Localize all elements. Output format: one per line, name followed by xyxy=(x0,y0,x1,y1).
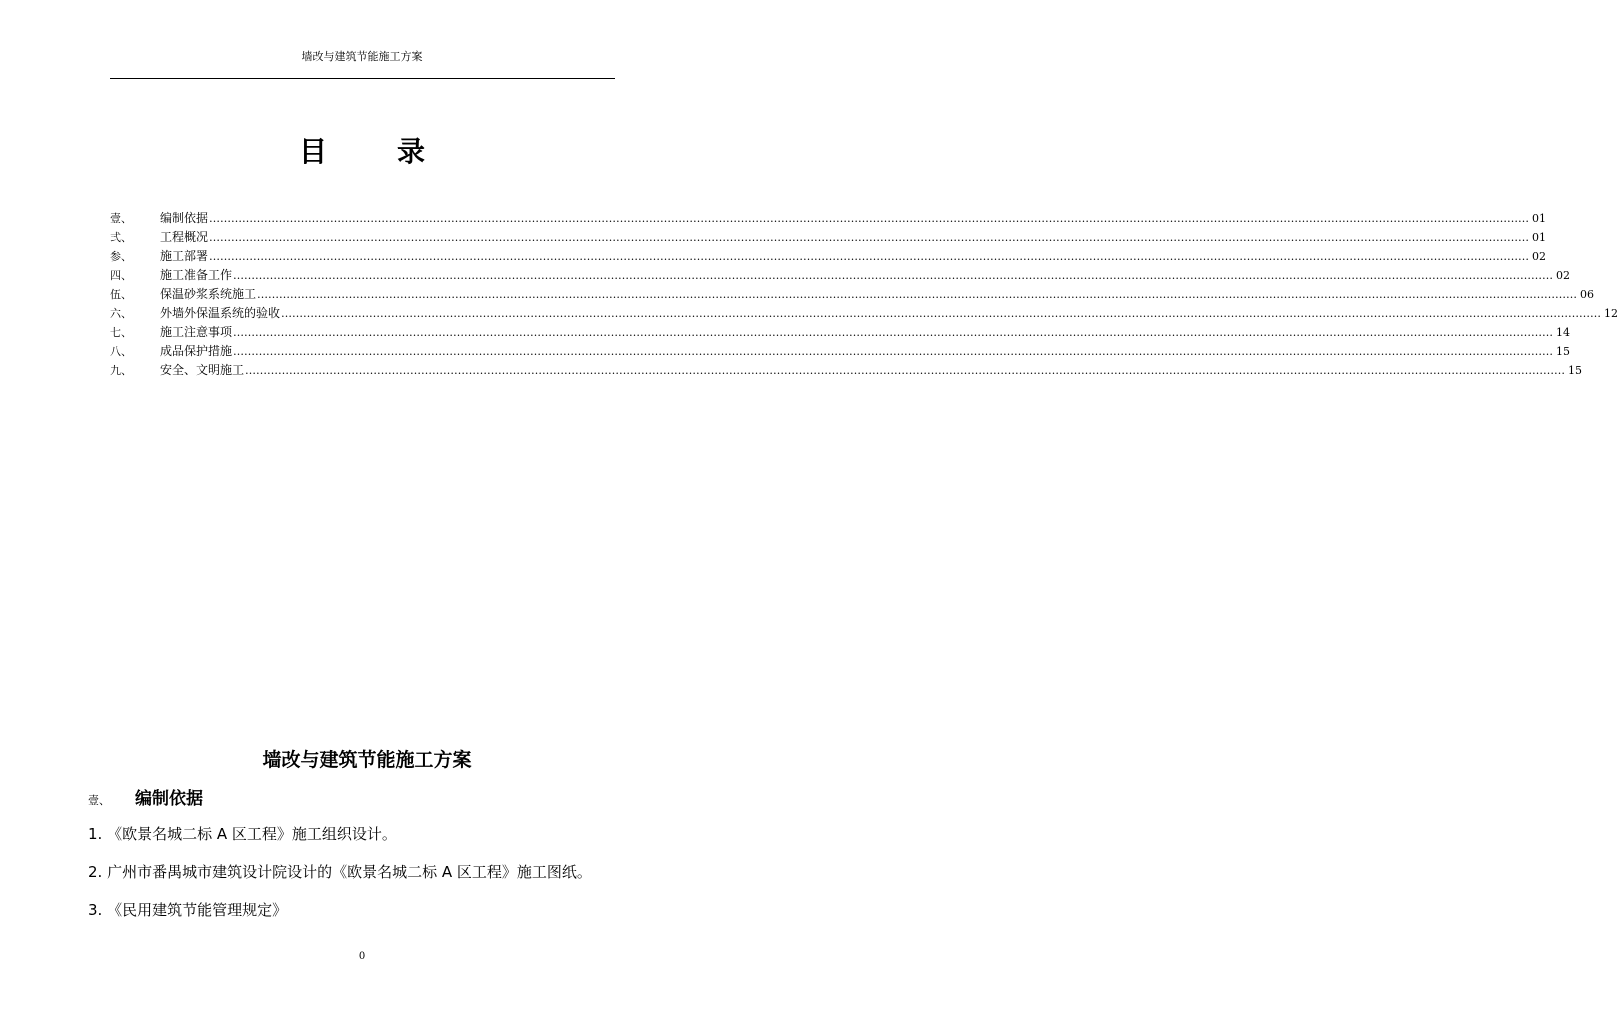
toc-entry-label: 施工部署 xyxy=(160,249,209,263)
document-title: 墙改与建筑节能施工方案 xyxy=(262,749,472,771)
toc-entry-page: 02 xyxy=(1532,250,1547,263)
toc-title-left: 目 xyxy=(298,135,327,168)
toc-entry-number: 壹、 xyxy=(110,212,132,225)
toc-entry[interactable] xyxy=(110,323,1571,342)
list-item: 1. 《欧景名城二标 A 区工程》施工组织设计。 xyxy=(88,825,397,843)
toc-entry[interactable] xyxy=(110,247,1547,266)
toc-entry-page: 12 xyxy=(1604,307,1618,320)
toc-leader-dots: ……………………………………………………………………………………………………………………………………………………………………………………………………………………………………………………………………………………………………………………………… xyxy=(233,326,1554,339)
toc-entry-label: 工程概况 xyxy=(160,230,209,244)
toc-leader-dots: ……………………………………………………………………………………………………………………………………………………………………………………………………………………………………………………………………………………………………………………………… xyxy=(209,212,1530,225)
toc-title-right: 录 xyxy=(397,135,426,168)
toc-entry-label: 安全、文明施工 xyxy=(160,363,245,377)
toc-leader-dots: ……………………………………………………………………………………………………………………………………………………………………………………………………………………………………………………………………………………………………………………………… xyxy=(245,364,1566,377)
toc-entry-label: 编制依据 xyxy=(160,211,209,225)
toc-entry-label: 成品保护措施 xyxy=(160,344,233,358)
table-of-contents xyxy=(110,209,1618,380)
basis-list xyxy=(88,822,688,936)
toc-entry-page: 15 xyxy=(1568,364,1583,377)
toc-leader-dots: ……………………………………………………………………………………………………………………………………………………………………………………………………………………………………………………………………………………………………………………………… xyxy=(257,288,1578,301)
toc-entry-page: 06 xyxy=(1580,288,1595,301)
page-number: 0 xyxy=(358,951,366,962)
toc-entry-number: 弍、 xyxy=(110,231,132,244)
section-heading xyxy=(88,786,628,812)
toc-entry-number: 六、 xyxy=(110,307,132,320)
toc-entry-label: 外墙外保温系统的验收 xyxy=(160,306,281,320)
toc-entry-number: 四、 xyxy=(110,269,132,282)
toc-entry-page: 14 xyxy=(1556,326,1571,339)
toc-entry[interactable] xyxy=(110,361,1583,380)
toc-entry-number: 九、 xyxy=(110,364,132,377)
toc-entry[interactable] xyxy=(110,209,1547,228)
list-item: 3. 《民用建筑节能管理规定》 xyxy=(88,901,288,919)
toc-entry-label: 施工注意事项 xyxy=(160,325,233,339)
page-header: 墙改与建筑节能施工方案 xyxy=(301,50,423,63)
toc-entry[interactable] xyxy=(110,228,1547,247)
section-number: 壹、 xyxy=(88,794,110,807)
toc-leader-dots: ……………………………………………………………………………………………………………………………………………………………………………………………………………………………………………………………………………………………………………………………… xyxy=(281,307,1602,320)
toc-entry-page: 01 xyxy=(1532,231,1547,244)
toc-entry-page: 02 xyxy=(1556,269,1571,282)
toc-leader-dots: ……………………………………………………………………………………………………………………………………………………………………………………………………………………………………………………………………………………………………………………………… xyxy=(209,231,1530,244)
toc-entry[interactable] xyxy=(110,285,1595,304)
toc-entry-label: 保温砂浆系统施工 xyxy=(160,287,257,301)
toc-entry-number: 七、 xyxy=(110,326,132,339)
toc-entry[interactable] xyxy=(110,342,1571,361)
toc-entry-page: 15 xyxy=(1556,345,1571,358)
toc-entry[interactable] xyxy=(110,266,1571,285)
toc-entry-label: 施工准备工作 xyxy=(160,268,233,282)
toc-leader-dots: ……………………………………………………………………………………………………………………………………………………………………………………………………………………………………………………………………………………………………………………………… xyxy=(233,345,1554,358)
toc-entry[interactable] xyxy=(110,304,1618,323)
toc-entry-number: 参、 xyxy=(110,250,132,263)
header-divider xyxy=(110,78,615,79)
toc-leader-dots: ……………………………………………………………………………………………………………………………………………………………………………………………………………………………………………………………………………………………………………………………… xyxy=(209,250,1530,263)
toc-title xyxy=(0,134,724,170)
toc-entry-number: 八、 xyxy=(110,345,132,358)
toc-entry-number: 伍、 xyxy=(110,288,132,301)
toc-leader-dots: ……………………………………………………………………………………………………………………………………………………………………………………………………………………………………………………………………………………………………………………………… xyxy=(233,269,1554,282)
section-title: 编制依据 xyxy=(135,789,203,809)
toc-entry-page: 01 xyxy=(1532,212,1547,225)
list-item: 2. 广州市番禺城市建筑设计院设计的《欧景名城二标 A 区工程》施工图纸。 xyxy=(88,863,592,881)
